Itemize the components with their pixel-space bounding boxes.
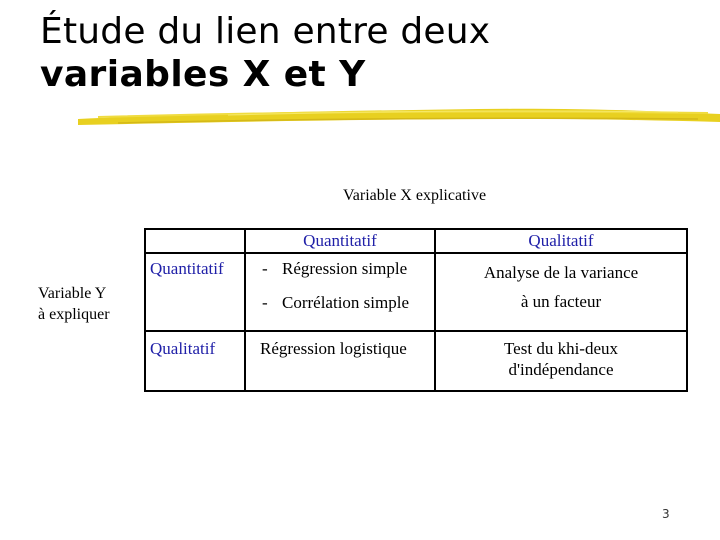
cell-quant-qual (435, 253, 687, 331)
y-variable-caption-line-2: à expliquer (38, 306, 110, 323)
cell-qual-quant (245, 331, 435, 391)
bullet-marker: - (262, 293, 268, 312)
y-variable-caption (38, 283, 110, 325)
method-anova-line-1: Analyse de la variance (483, 263, 639, 282)
table-row (145, 253, 687, 331)
method-anova-line-2: à un facteur (520, 292, 602, 311)
row-header-quantitatif: Quantitatif (145, 253, 245, 331)
slide-title-line-2: variables X et Y (40, 54, 366, 95)
page-number: 3 (662, 507, 670, 521)
method-khi-deux-line-1: Test du khi-deux (503, 339, 618, 358)
bullet-marker: - (262, 259, 268, 278)
table-header-row (145, 229, 687, 253)
y-variable-caption-line-1: Variable Y (38, 285, 107, 302)
table-row (145, 331, 687, 391)
method-regression-simple: Régression simple (282, 259, 408, 278)
list-item (246, 258, 434, 280)
cell-quant-quant (245, 253, 435, 331)
method-correlation-simple: Corrélation simple (282, 293, 410, 312)
column-header-quantitatif: Quantitatif (245, 229, 435, 253)
x-variable-caption: Variable X explicative (343, 187, 487, 204)
row-header-qualitatif: Qualitatif (145, 331, 245, 391)
title-underline-brushstroke (78, 105, 720, 131)
method-khi-deux-line-2: d'indépendance (508, 360, 614, 379)
slide-title (40, 10, 680, 96)
method-regression-logistique: Régression logistique (260, 339, 407, 358)
list-item (246, 292, 434, 314)
corner-cell (145, 229, 245, 253)
method-table (144, 228, 688, 392)
cell-qual-qual (435, 331, 687, 391)
column-header-qualitatif: Qualitatif (435, 229, 687, 253)
slide-title-line-1: Étude du lien entre deux (40, 11, 491, 52)
